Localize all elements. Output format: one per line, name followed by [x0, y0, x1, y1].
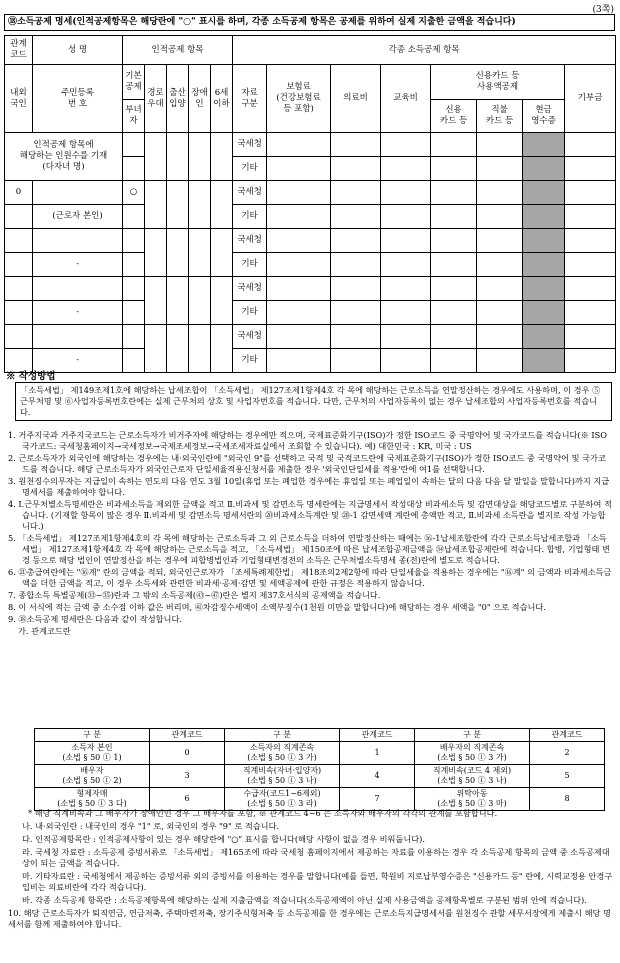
resident-no-cell[interactable]: -: [33, 301, 123, 325]
after-instructions: [8, 808, 613, 932]
elderly-cell[interactable]: [145, 229, 167, 277]
deduction-table: [4, 35, 616, 373]
employee-self-label: (근로자 본인): [33, 205, 123, 229]
notes-heading: ※ 작성방법: [6, 371, 56, 382]
code-header: 구 분: [415, 729, 530, 742]
code-desc: 형제자매 (소법 § 50 ① 3 다): [35, 788, 150, 811]
code-header: 구 분: [35, 729, 150, 742]
disabled-cell[interactable]: [189, 325, 211, 373]
relation-code-cell[interactable]: 0: [5, 181, 33, 205]
amount-cell[interactable]: [565, 277, 616, 301]
amount-cell[interactable]: [477, 181, 523, 205]
amount-cell[interactable]: [431, 349, 477, 373]
code-desc: 배우자의 직계존속 (소법 § 50 ① 3 가): [415, 742, 530, 765]
amount-cell[interactable]: [477, 301, 523, 325]
header-insurance: 보험료 (건강보험료 등 포함): [267, 65, 331, 133]
code-value: 5: [530, 765, 605, 788]
code-desc: 소득자 본인 (소법 § 50 ① 1): [35, 742, 150, 765]
shaded-cell: [523, 181, 565, 205]
amount-cell[interactable]: [431, 253, 477, 277]
code-value: 7: [340, 788, 415, 811]
instruction-list: [8, 430, 613, 638]
page-number: (3쪽): [592, 5, 614, 15]
amount-cell[interactable]: [565, 229, 616, 253]
basic-cell[interactable]: [123, 229, 145, 253]
basic-cell[interactable]: ○: [123, 181, 145, 205]
elderly-cell[interactable]: [145, 325, 167, 373]
instruction-subitem: 바. 각종 소득공제 항목란 : 소득공제항목에 해당하는 실제 지출금액을 적습니다(소득공제액이 아닌 실제 사용금액을 공제항목별로 구분된 범위 안에 적습니다).: [22, 895, 587, 905]
amount-cell[interactable]: [381, 229, 431, 253]
amount-cell[interactable]: [331, 205, 381, 229]
code-header: 관계코드: [150, 729, 225, 742]
data-type-tax-office: 국세청: [233, 325, 267, 349]
basic-cell[interactable]: [123, 133, 145, 157]
headcount-note: 인적공제 항목에 해당하는 인원수를 기재 (다자녀 명): [5, 133, 123, 181]
instruction-item: 6. ㉑총급여란에는 "⑯계" 란의 금액을 적되, 외국인근로자가 「조세특례제한법」 제18조의2제2항에 따라 단일세율을 적용하는 경우에는 "⑯계" 의 금액과 비과세소득금액을 더한 금액을 적고, 이 경우 소득세와 관련한 비과세·공제·감면 및 세액공제에 관한 규정은 적용하지 않습니다.: [8, 567, 612, 588]
header-disabled: 장애 인: [189, 65, 211, 133]
under6-cell[interactable]: [211, 229, 233, 277]
amount-cell[interactable]: [267, 277, 331, 301]
amount-cell[interactable]: [477, 157, 523, 181]
header-debit-card: 직불 카드 등: [477, 100, 523, 133]
relation-code-table: [34, 728, 605, 811]
header-basic: 기본 공제: [123, 65, 145, 100]
code-value: 8: [530, 788, 605, 811]
shaded-cell: [523, 253, 565, 277]
header-education: 교육비: [381, 65, 431, 133]
header-cash-receipt: 현금 영수증: [523, 100, 565, 133]
under6-cell[interactable]: [211, 133, 233, 181]
amount-cell[interactable]: [267, 205, 331, 229]
amount-cell[interactable]: [565, 133, 616, 157]
nationality-cell[interactable]: [5, 301, 33, 325]
code-header: 구 분: [225, 729, 340, 742]
name-cell[interactable]: [33, 181, 123, 205]
code-desc: 위탁아동 (소법 § 50 ① 3 마): [415, 788, 530, 811]
name-cell[interactable]: [33, 229, 123, 253]
instruction-item: 3. 원천징수의무자는 지급일이 속하는 연도의 다음 연도 3월 10일(휴업 또는 폐업한 경우에는 휴업일 또는 폐업일이 속하는 달의 다음 다음 달 말일을 말합니다)까지 지급명세서를 제출하여야 합니다.: [8, 476, 610, 497]
code-value: 3: [150, 765, 225, 788]
header-various-deduction: 각종 소득공제 항목: [233, 36, 616, 65]
shaded-cell: [523, 157, 565, 181]
instruction-item: 7. 종합소득 특별공제(㉝~㉟)란과 그 밖의 소득공제(㊸~㊼)란은 별지 제37호서식의 공제액을 적습니다.: [8, 590, 381, 600]
shaded-cell: [523, 277, 565, 301]
code-value: 6: [150, 788, 225, 811]
data-type-other: 기타: [233, 349, 267, 373]
header-single-parent: 부녀 자: [123, 100, 145, 133]
amount-cell[interactable]: [381, 205, 431, 229]
amount-cell[interactable]: [267, 229, 331, 253]
amount-cell[interactable]: [431, 133, 477, 157]
instruction-subitem: 다. 인적공제항목란 : 인적공제사항이 있는 경우 해당란에 "○" 표시를 합니다(해당 사항이 없을 경우 비워둡니다).: [22, 834, 425, 844]
footnote: * 해당 직계비속과 그 배우자가 장애인인 경우 그 배우자를 포함, ※ 관계코드 4~6 는 소득자와 배우자의 각각의 관계를 포함합니다.: [28, 808, 498, 818]
amount-cell[interactable]: [381, 301, 431, 325]
instruction-item: 1. 거주지국과 거주지국코드는 근로소득자가 비거주자에 해당하는 경우에만 적으며, 국제표준화기구(ISO)가 정한 ISO코드 중 국명약어 및 국가코드를 적습니다(※ ISO국가코드: 국세청홈페이지→국세정보→국제조세정보→국세조세자료실에서 조회할 수 있습니다). 예) 대한민국 : KR, 미국 : US: [8, 430, 607, 451]
amount-cell[interactable]: [267, 325, 331, 349]
name-cell[interactable]: [33, 325, 123, 349]
amount-cell[interactable]: [477, 277, 523, 301]
box-note: 「소득세법」 제149조제1호에 해당하는 납세조합이 「소득세법」 제127조제1항제4호 각 목에 해당하는 근로소득을 연말정산하는 경우에도 사용하며, 이 경우 ⑤ 근무처명 및 ⑥사업자등록번호란에는 실제 근무처의 상호 및 사업자번호를 적습니다. 다만, 근무처의 사업자등록이 없는 경우 납세조합의 사업자등록번호를 적습니다.: [15, 382, 612, 421]
amount-cell[interactable]: [381, 325, 431, 349]
amount-cell[interactable]: [565, 325, 616, 349]
code-header: 관계코드: [340, 729, 415, 742]
disabled-cell[interactable]: [189, 229, 211, 277]
instruction-item: 4. Ⅰ.근무처별소득명세란은 비과세소득을 제외한 금액을 적고 Ⅱ.비과세 및 감면소득 명세란에는 지급명세서 작성대상 비과세소득 및 감면대상을 해당코드별로 구분하여 적습니다. (기재할 항목이 많은 경우 Ⅱ.비과세 및 감면소득 명세서란의 ⑳비과세소득계란 및 ⑳-1 감면세액 계란에 총액만 적고, Ⅱ.비과세 소득란을 별지로 작성 가능합니다.): [8, 499, 612, 531]
under6-cell[interactable]: [211, 325, 233, 373]
code-desc: 배우자 (소법 § 50 ① 2): [35, 765, 150, 788]
header-credit-card: 신용 카드 등: [431, 100, 477, 133]
amount-cell[interactable]: [331, 229, 381, 253]
instruction-subheading: 가. 관계코드란: [18, 626, 71, 636]
instruction-subitem: 마. 기타자료란 : 국세청에서 제공하는 증빙서류 외의 증빙서를 이용하는 경우를 말합니다(예를 들면, 학원비 지로납부영수증은 "신용카드 등" 란에, 시력교정용 안경구입비는 의료비란에 각각 적습니다).: [22, 871, 613, 892]
birth-cell[interactable]: [167, 181, 189, 229]
amount-cell[interactable]: [565, 205, 616, 229]
amount-cell[interactable]: [331, 325, 381, 349]
shaded-cell: [523, 349, 565, 373]
header-data-type: 자료 구분: [233, 65, 267, 133]
amount-cell[interactable]: [431, 277, 477, 301]
amount-cell[interactable]: [331, 181, 381, 205]
birth-cell[interactable]: [167, 229, 189, 277]
disabled-cell[interactable]: [189, 181, 211, 229]
disabled-cell[interactable]: [189, 133, 211, 181]
header-elderly: 경로 우대: [145, 65, 167, 133]
single-parent-cell[interactable]: [123, 157, 145, 181]
amount-cell[interactable]: [267, 253, 331, 277]
amount-cell[interactable]: [267, 349, 331, 373]
single-parent-cell[interactable]: [123, 349, 145, 373]
amount-cell[interactable]: [431, 229, 477, 253]
amount-cell[interactable]: [477, 205, 523, 229]
amount-cell[interactable]: [477, 253, 523, 277]
birth-cell[interactable]: [167, 133, 189, 181]
data-type-tax-office: 국세청: [233, 277, 267, 301]
amount-cell[interactable]: [267, 301, 331, 325]
amount-cell[interactable]: [477, 349, 523, 373]
amount-cell[interactable]: [267, 133, 331, 157]
amount-cell[interactable]: [331, 133, 381, 157]
under6-cell[interactable]: [211, 181, 233, 229]
shaded-cell: [523, 205, 565, 229]
header-donation: 기부금: [565, 65, 616, 133]
code-value: 1: [340, 742, 415, 765]
data-type-tax-office: 국세청: [233, 229, 267, 253]
header-personal-deduction: 인적공제 항목: [123, 36, 233, 65]
instruction-item: 8. 이 서식에 적는 금액 중 소수점 이하 값은 버리며, ㊶차감징수세액이 소액부징수(1천원 미만을 말합니다)에 해당하는 경우 세액을 "0" 으로 적습니다.: [8, 602, 546, 612]
amount-cell[interactable]: [565, 253, 616, 277]
amount-cell[interactable]: [431, 325, 477, 349]
amount-cell[interactable]: [565, 301, 616, 325]
data-type-other: 기타: [233, 157, 267, 181]
header-birth: 출산 입양: [167, 65, 189, 133]
amount-cell[interactable]: [565, 349, 616, 373]
header-resident-no: 주민등록 번 호: [33, 65, 123, 133]
amount-cell[interactable]: [565, 181, 616, 205]
amount-cell[interactable]: [477, 133, 523, 157]
code-value: 0: [150, 742, 225, 765]
instruction-subitem: 라. 국세청 자료란 : 소득공제 증빙서류로 「소득세법」 제165조에 따라 국세청 홈페이지에서 제공하는 자료를 이용하는 경우 각 소득공제 항목의 금액 중 소득공제대상이 되는 금액을 적습니다.: [22, 847, 610, 868]
disabled-cell[interactable]: [189, 277, 211, 325]
amount-cell[interactable]: [381, 253, 431, 277]
relation-code-cell[interactable]: [5, 229, 33, 253]
code-value: 4: [340, 765, 415, 788]
resident-no-cell[interactable]: -: [33, 253, 123, 277]
amount-cell[interactable]: [381, 349, 431, 373]
basic-cell[interactable]: [123, 277, 145, 301]
header-card-group: 신용카드 등 사용액공제: [431, 65, 565, 100]
single-parent-cell[interactable]: [123, 301, 145, 325]
single-parent-cell[interactable]: [123, 253, 145, 277]
code-desc: 직계비속(자녀·입양자) (소법 § 50 ① 3 나): [225, 765, 340, 788]
section-title: ⑱소득공제 명세(인적공제항목은 해당란에 "○" 표시를 하며, 각종 소득공제 항목은 공제를 위하여 실제 지출한 금액을 적습니다): [4, 14, 615, 31]
amount-cell[interactable]: [431, 205, 477, 229]
amount-cell[interactable]: [331, 301, 381, 325]
nationality-cell[interactable]: [5, 205, 33, 229]
instruction-item: 9. ⑱소득공제 명세란은 다음과 같이 작성합니다.: [8, 614, 182, 624]
amount-cell[interactable]: [565, 157, 616, 181]
birth-cell[interactable]: [167, 277, 189, 325]
amount-cell[interactable]: [431, 301, 477, 325]
birth-cell[interactable]: [167, 325, 189, 373]
amount-cell[interactable]: [267, 181, 331, 205]
header-relation-code: 관계 코드: [5, 36, 33, 65]
amount-cell[interactable]: [267, 157, 331, 181]
amount-cell[interactable]: [331, 277, 381, 301]
header-medical: 의료비: [331, 65, 381, 133]
single-parent-cell[interactable]: [123, 205, 145, 229]
amount-cell[interactable]: [331, 349, 381, 373]
amount-cell[interactable]: [331, 253, 381, 277]
data-type-other: 기타: [233, 301, 267, 325]
relation-code-cell[interactable]: [5, 325, 33, 349]
instruction-item: 10. 해당 근로소득자가 퇴직연금, 연금저축, 주택마련저축, 장기주식형저축 등 소득공제를 한 경우에는 근로소득지급명세서를 원천징수 관할 세무서장에게 제출시 해당 명세서를 함께 제출하여야 합니다.: [8, 908, 611, 929]
code-desc: 소득자의 직계존속 (소법 § 50 ① 3 가): [225, 742, 340, 765]
data-type-tax-office: 국세청: [233, 181, 267, 205]
resident-no-cell[interactable]: -: [33, 349, 123, 373]
elderly-cell[interactable]: [145, 181, 167, 229]
amount-cell[interactable]: [331, 157, 381, 181]
data-type-tax-office: 국세청: [233, 133, 267, 157]
shaded-cell: [523, 301, 565, 325]
data-type-other: 기타: [233, 205, 267, 229]
amount-cell[interactable]: [381, 277, 431, 301]
code-desc: 수급자(코드1~6제외) (소법 § 50 ① 3 라): [225, 788, 340, 811]
code-value: 2: [530, 742, 605, 765]
amount-cell[interactable]: [431, 181, 477, 205]
code-desc: 직계비속(코드 4 제외) (소법 § 50 ① 3 나): [415, 765, 530, 788]
instruction-item: 5. 「소득세법」 제127조제1항제4호의 각 목에 해당하는 근로소득과 그 외 근로소득을 더하여 연말정산하는 때에는 ⑯-1납세조합란에 각각 근로소득납세조합과 「소득세법」 제127조제1항제4호 각 목에 해당하는 근로소득을 적고, 「소득세법」 제150조에 따른 납세조합공제금액을 ㉞납세조합공제란에 적습니다. 합병, 기업형태 변경 등으로 해당 법인이 연말정산을 하는 경우에 피합병법인과 기업형태변경전의 소득은 근무처별소득명세 종(전)란에 별도로 적습니다.: [8, 533, 610, 565]
amount-cell[interactable]: [477, 325, 523, 349]
shaded-cell: [523, 325, 565, 349]
nationality-cell[interactable]: [5, 253, 33, 277]
amount-cell[interactable]: [381, 181, 431, 205]
header-under6: 6세 이하: [211, 65, 233, 133]
code-header: 관계코드: [530, 729, 605, 742]
elderly-cell[interactable]: [145, 277, 167, 325]
name-cell[interactable]: [33, 277, 123, 301]
elderly-cell[interactable]: [145, 133, 167, 181]
basic-cell[interactable]: [123, 325, 145, 349]
instruction-subitem: 나. 내·외국인란 : 내국인의 경우 "1" 로, 외국인의 경우 "9" 로 적습니다.: [22, 821, 280, 831]
amount-cell[interactable]: [381, 133, 431, 157]
header-nationality: 내외 국인: [5, 65, 33, 133]
shaded-cell: [523, 133, 565, 157]
relation-code-cell[interactable]: [5, 277, 33, 301]
header-name: 성 명: [33, 36, 123, 65]
amount-cell[interactable]: [477, 229, 523, 253]
data-type-other: 기타: [233, 253, 267, 277]
amount-cell[interactable]: [431, 157, 477, 181]
instruction-item: 2. 근로소득자가 외국인에 해당하는 경우에는 내·외국인란에 "외국인 9"를 선택하고 국적 및 국적코드란에 국제표준화기구(ISO)가 정한 ISO코드 중 국명약어 및 국가코드를 적습니다. 해당 근로소득자가 외국인근로자 단일세율적용신청서를 제출한 경우 '외국인단일세율 적용'란에 여1를 선택합니다.: [8, 453, 606, 474]
under6-cell[interactable]: [211, 277, 233, 325]
shaded-cell: [523, 229, 565, 253]
amount-cell[interactable]: [381, 157, 431, 181]
